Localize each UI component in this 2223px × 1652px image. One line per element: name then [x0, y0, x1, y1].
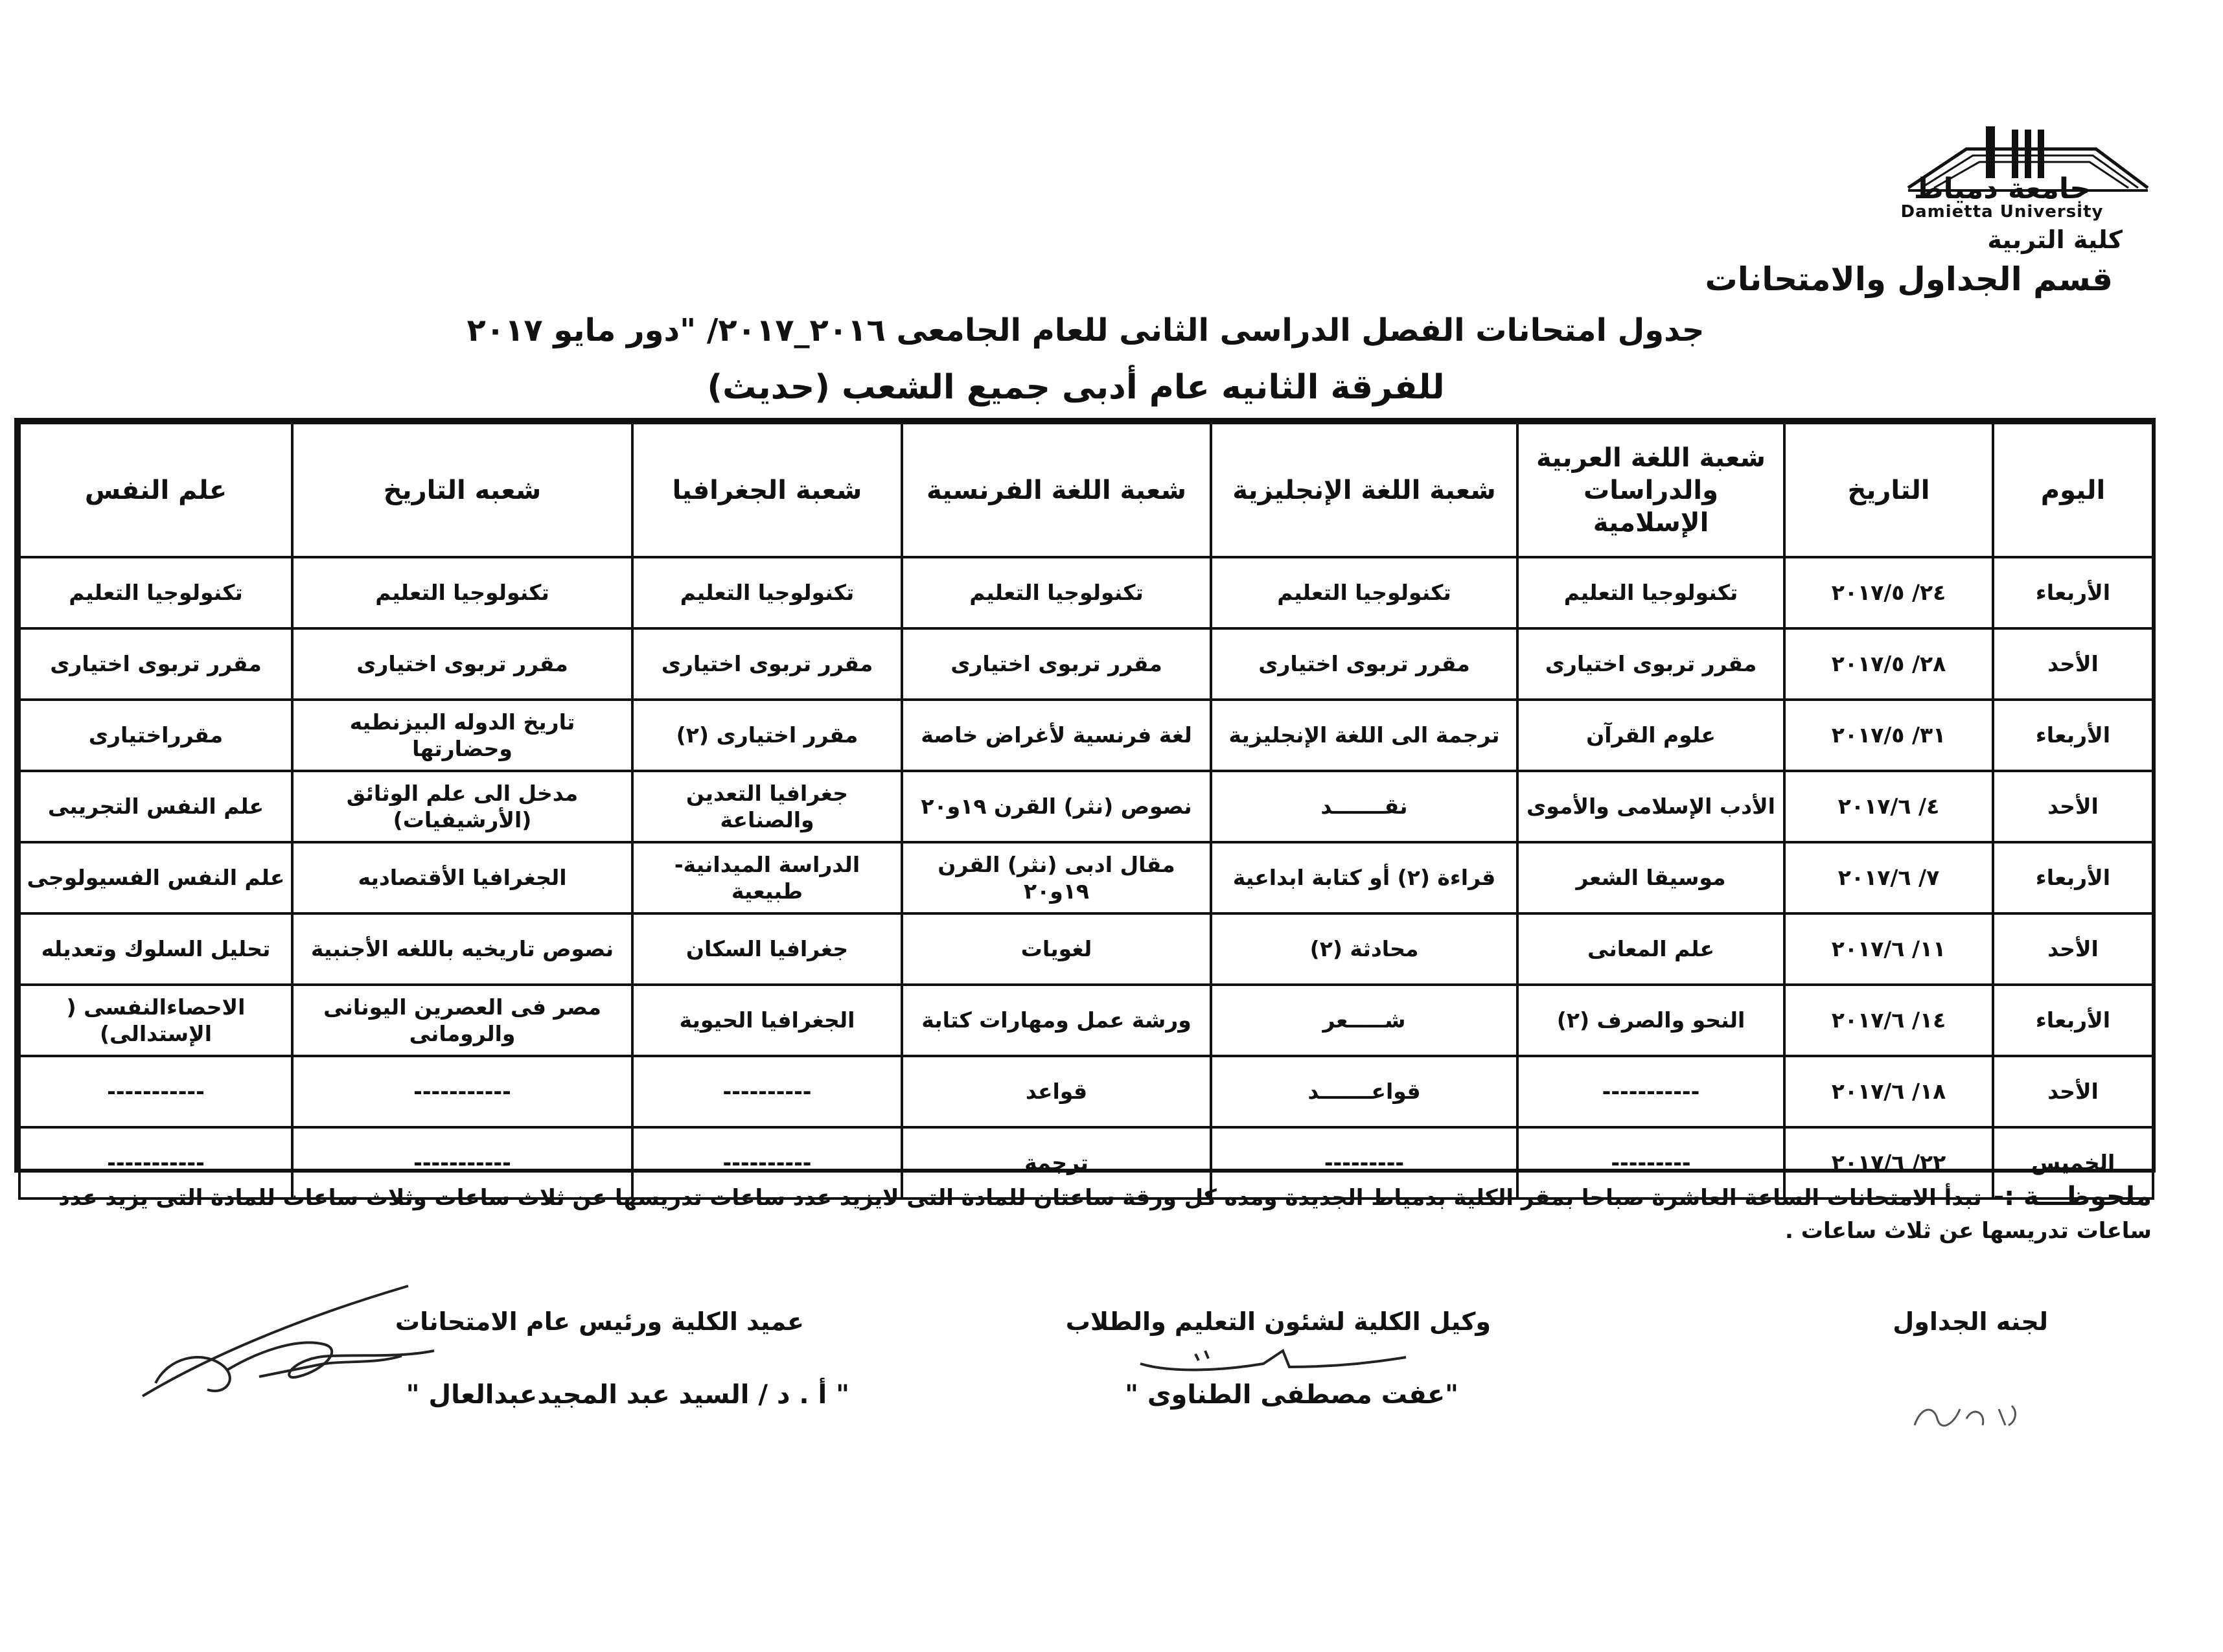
history-cell: مقرر تربوى اختيارى: [292, 628, 632, 700]
schedule-title-text: جدول امتحانات الفصل الدراسى الثانى للعام الجامعى ٢٠١٦_٢٠١٧/ "دور مايو ٢٠١٧: [466, 312, 1705, 349]
day-cell: الأحد: [1993, 771, 2153, 842]
column-header-french: شعبة اللغة الفرنسية: [902, 423, 1211, 557]
column-header-history: شعبه التاريخ: [292, 423, 632, 557]
english-cell: نقـــــــد: [1211, 771, 1517, 842]
arabic-cell: موسيقا الشعر: [1517, 842, 1784, 913]
english-cell: قراءة (٢) أو كتابة ابداعية: [1211, 842, 1517, 913]
history-cell: -----------: [292, 1127, 632, 1199]
date-cell: ٧/ ٢٠١٧/٦: [1784, 842, 1993, 913]
faculty-name: كلية التربية: [1987, 225, 2123, 254]
french-cell: تكنولوجيا التعليم: [902, 557, 1211, 628]
vice-dean-name: "عفت مصطفى الطناوى ": [1125, 1380, 1458, 1410]
table-row: [19, 842, 2153, 913]
schedule-title: [0, 312, 2223, 349]
date-cell: ١٨/ ٢٠١٧/٦: [1784, 1056, 1993, 1127]
table-row: [19, 1056, 2153, 1127]
french-cell: مقرر تربوى اختيارى: [902, 628, 1211, 700]
note-text: تبدأ الامتحانات الساعة العاشرة صباحا بمقر الكلية بدمياط الجديدة ومده كل ورقة ساعتان للمادة التى لايزيد عدد ساعات تدريسها عن ثلاث ساعات وثلاث ساعات للمادة التى يزيد عدد ساعات تدريسها عن ثلاث ساعات .: [58, 1185, 2152, 1244]
arabic-cell: علوم القرآن: [1517, 700, 1784, 771]
note-block: [46, 1178, 2152, 1247]
column-header-psychology: علم النفس: [19, 423, 292, 557]
day-cell: الأربعاء: [1993, 985, 2153, 1056]
column-header-english: شعبة اللغة الإنجليزية: [1211, 423, 1517, 557]
english-cell: محادثة (٢): [1211, 913, 1517, 985]
english-cell: قواعـــــــد: [1211, 1056, 1517, 1127]
english-cell: تكنولوجيا التعليم: [1211, 557, 1517, 628]
column-header-date: التاريخ: [1784, 423, 1993, 557]
date-cell: ١٤/ ٢٠١٧/٦: [1784, 985, 1993, 1056]
schedule-subtitle-text: للفرقة الثانيه عام أدبى جميع الشعب (حديث): [707, 368, 1445, 407]
table-row: [19, 771, 2153, 842]
vice-dean-title: وكيل الكلية لشئون التعليم والطلاب: [1065, 1307, 1491, 1336]
english-cell: ---------: [1211, 1127, 1517, 1199]
french-cell: قواعد: [902, 1056, 1211, 1127]
psychology-cell: الاحصاءالنفسى ( الإستدالى): [19, 985, 292, 1056]
geography-cell: جغرافيا التعدين والصناعة: [632, 771, 902, 842]
arabic-cell: علم المعانى: [1517, 913, 1784, 985]
geography-cell: جغرافيا السكان: [632, 913, 902, 985]
day-cell: الأحد: [1993, 1056, 2153, 1127]
header-row: [19, 423, 2153, 557]
geography-cell: ----------: [632, 1127, 902, 1199]
french-cell: مقال ادبى (نثر) القرن ١٩و٢٠: [902, 842, 1211, 913]
arabic-cell: تكنولوجيا التعليم: [1517, 557, 1784, 628]
psychology-cell: علم النفس الفسيولوجى: [19, 842, 292, 913]
day-cell: الأحد: [1993, 913, 2153, 985]
dean-title: عميد الكلية ورئيس عام الامتحانات: [395, 1307, 804, 1336]
committee-title: لجنه الجداول: [1893, 1307, 2048, 1336]
schedule-subtitle: [0, 368, 2223, 407]
history-cell: نصوص تاريخيه باللغه الأجنبية: [292, 913, 632, 985]
arabic-cell: النحو والصرف (٢): [1517, 985, 1784, 1056]
history-cell: الجغرافيا الأقتصاديه: [292, 842, 632, 913]
department-name: قسم الجداول والامتحانات: [1705, 260, 2113, 298]
psychology-cell: تحليل السلوك وتعديله: [19, 913, 292, 985]
history-cell: تاريخ الدوله البيزنطيه وحضارتها: [292, 700, 632, 771]
history-cell: -----------: [292, 1056, 632, 1127]
psychology-cell: مقرراختيارى: [19, 700, 292, 771]
history-cell: تكنولوجيا التعليم: [292, 557, 632, 628]
date-cell: ٣١/ ٢٠١٧/٥: [1784, 700, 1993, 771]
geography-cell: مقرر تربوى اختيارى: [632, 628, 902, 700]
english-cell: شـــــعر: [1211, 985, 1517, 1056]
university-name-arabic: جامعة دمياط: [1913, 172, 2091, 205]
french-cell: نصوص (نثر) القرن ١٩و٢٠: [902, 771, 1211, 842]
day-cell: الأحد: [1993, 628, 2153, 700]
table-row: [19, 985, 2153, 1056]
day-cell: الأربعاء: [1993, 557, 2153, 628]
column-header-arabic: شعبة اللغة العربية والدراسات الإسلامية: [1517, 423, 1784, 557]
geography-cell: تكنولوجيا التعليم: [632, 557, 902, 628]
english-cell: مقرر تربوى اختيارى: [1211, 628, 1517, 700]
date-cell: ٤/ ٢٠١٧/٦: [1784, 771, 1993, 842]
psychology-cell: تكنولوجيا التعليم: [19, 557, 292, 628]
day-cell: الأربعاء: [1993, 842, 2153, 913]
schedule-grid: [18, 422, 2154, 1200]
note-label: ملحوظـــة :-: [1993, 1182, 2152, 1211]
english-cell: ترجمة الى اللغة الإنجليزية: [1211, 700, 1517, 771]
date-cell: ١١/ ٢٠١٧/٦: [1784, 913, 1993, 985]
university-name-english: Damietta University: [1900, 202, 2104, 222]
psychology-cell: مقرر تربوى اختيارى: [19, 628, 292, 700]
dean-name: " أ . د / السيد عبد المجيدعبدالعال ": [406, 1380, 849, 1410]
arabic-cell: ---------: [1517, 1127, 1784, 1199]
table-row: [19, 913, 2153, 985]
history-cell: مصر فى العصرين اليونانى والرومانى: [292, 985, 632, 1056]
geography-cell: الدراسة الميدانية- طبيعية: [632, 842, 902, 913]
column-header-geography: شعبة الجغرافيا: [632, 423, 902, 557]
geography-cell: الجغرافيا الحيوية: [632, 985, 902, 1056]
psychology-cell: -----------: [19, 1056, 292, 1127]
table-row: [19, 700, 2153, 771]
table-row: [19, 628, 2153, 700]
french-cell: ورشة عمل ومهارات كتابة: [902, 985, 1211, 1056]
date-cell: ٢٨/ ٢٠١٧/٥: [1784, 628, 1993, 700]
french-cell: لغويات: [902, 913, 1211, 985]
exam-schedule-table: [14, 418, 2156, 1176]
geography-cell: ----------: [632, 1056, 902, 1127]
geography-cell: مقرر اختيارى (٢): [632, 700, 902, 771]
table-row: [19, 557, 2153, 628]
column-header-day: اليوم: [1993, 423, 2153, 557]
history-cell: مدخل الى علم الوثائق (الأرشيفيات): [292, 771, 632, 842]
french-cell: لغة فرنسية لأغراض خاصة: [902, 700, 1211, 771]
day-cell: الخميس: [1993, 1127, 2153, 1199]
psychology-cell: علم النفس التجريبى: [19, 771, 292, 842]
french-cell: ترجمة: [902, 1127, 1211, 1199]
psychology-cell: -----------: [19, 1127, 292, 1199]
date-cell: ٢٢/ ٢٠١٧/٦: [1784, 1127, 1993, 1199]
committee-signature-icon: [1902, 1380, 2031, 1438]
arabic-cell: الأدب الإسلامى والأموى: [1517, 771, 1784, 842]
arabic-cell: مقرر تربوى اختيارى: [1517, 628, 1784, 700]
day-cell: الأربعاء: [1993, 700, 2153, 771]
vice-dean-signature-icon: [1134, 1338, 1412, 1383]
date-cell: ٢٤/ ٢٠١٧/٥: [1784, 557, 1993, 628]
arabic-cell: -----------: [1517, 1056, 1784, 1127]
